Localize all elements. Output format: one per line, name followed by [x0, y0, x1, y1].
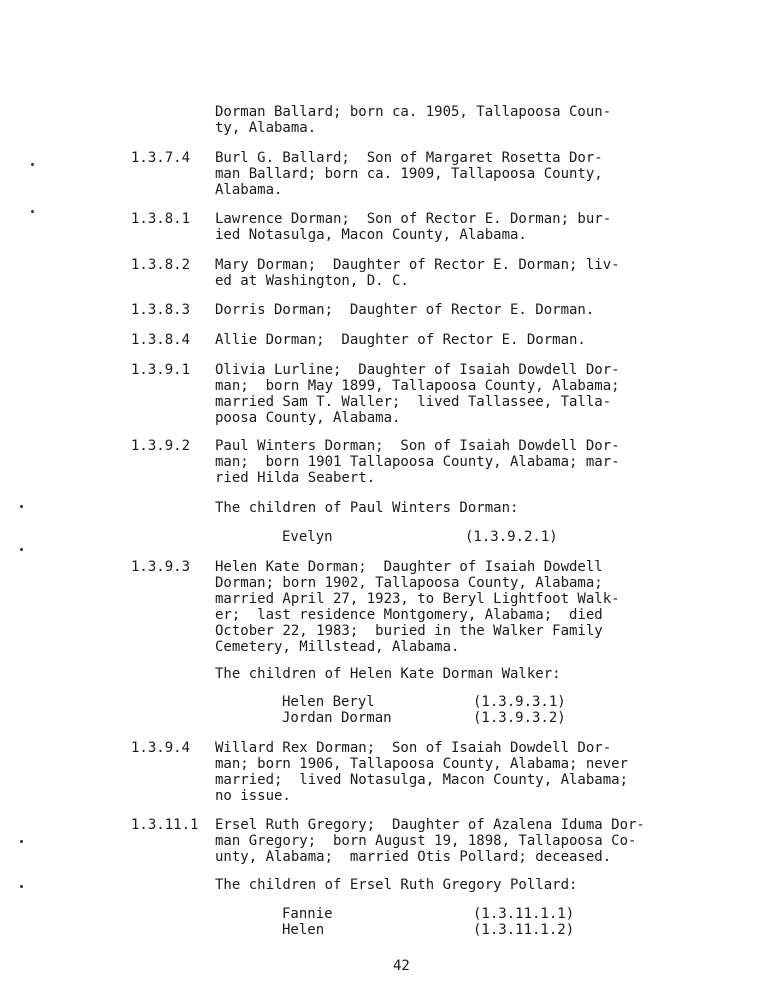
child-ref: (1.3.9.3.1): [473, 694, 566, 710]
child-name: Evelyn: [282, 529, 333, 545]
child-ref: (1.3.11.1.1): [473, 906, 575, 922]
entry-line: Willard Rex Dorman; Son of Isaiah Dowdell Dor-: [215, 740, 612, 756]
scan-speck: [31, 210, 34, 213]
entry-line: man Gregory; born August 19, 1898, Tallapoosa Co-: [215, 833, 637, 849]
entry-number: 1.3.11.1: [131, 817, 199, 833]
entry-line: man; born May 1899, Tallapoosa County, Alabama;: [215, 378, 620, 394]
entry-number: 1.3.9.4: [131, 740, 191, 756]
entry-line: man; born 1906, Tallapoosa County, Alabama; never: [215, 756, 629, 772]
entry-line: ed at Washington, D. C.: [215, 273, 409, 289]
entry-number: 1.3.8.2: [131, 257, 191, 273]
entry-number: 1.3.9.2: [131, 438, 191, 454]
scan-speck: [20, 505, 23, 508]
entry-line: no issue.: [215, 788, 291, 804]
intro-line: ty, Alabama.: [215, 120, 317, 136]
page-number: 42: [393, 958, 410, 974]
entry-line: ied Notasulga, Macon County, Alabama.: [215, 227, 527, 243]
entry-line: Allie Dorman; Daughter of Rector E. Dorman.: [215, 332, 586, 348]
entry-line: Dorris Dorman; Daughter of Rector E. Dorman.: [215, 302, 595, 318]
entry-line: Mary Dorman; Daughter of Rector E. Dorman; liv-: [215, 257, 620, 273]
entry-line: Ersel Ruth Gregory; Daughter of Azalena Iduma Dor-: [215, 817, 645, 833]
entry-line: Helen Kate Dorman; Daughter of Isaiah Dowdell: [215, 559, 603, 575]
entry-number: 1.3.9.3: [131, 559, 191, 575]
scan-speck: [20, 840, 23, 843]
entry-line: Alabama.: [215, 182, 283, 198]
child-name: Jordan Dorman: [282, 710, 392, 726]
children-heading: The children of Paul Winters Dorman:: [215, 500, 519, 516]
scan-speck: [20, 885, 23, 888]
entry-line: married April 27, 1923, to Beryl Lightfoot Walk-: [215, 591, 620, 607]
entry-line: Lawrence Dorman; Son of Rector E. Dorman; bur-: [215, 211, 612, 227]
entry-line: Burl G. Ballard; Son of Margaret Rosetta Dor-: [215, 150, 603, 166]
entry-line: ried Hilda Seabert.: [215, 470, 376, 486]
entry-line: Dorman; born 1902, Tallapoosa County, Alabama;: [215, 575, 603, 591]
intro-line: Dorman Ballard; born ca. 1905, Tallapoosa Coun-: [215, 104, 612, 120]
entry-number: 1.3.8.3: [131, 302, 191, 318]
entry-line: er; last residence Montgomery, Alabama; died: [215, 607, 603, 623]
entry-number: 1.3.9.1: [131, 362, 191, 378]
scan-speck: [20, 548, 23, 551]
entry-line: Olivia Lurline; Daughter of Isaiah Dowdell Dor-: [215, 362, 620, 378]
entry-line: poosa County, Alabama.: [215, 410, 401, 426]
entry-number: 1.3.8.4: [131, 332, 191, 348]
child-name: Helen: [282, 922, 325, 938]
entry-line: man; born 1901 Tallapoosa County, Alabama; mar-: [215, 454, 620, 470]
entry-number: 1.3.7.4: [131, 150, 191, 166]
entry-line: Paul Winters Dorman; Son of Isaiah Dowdell Dor-: [215, 438, 620, 454]
entry-line: unty, Alabama; married Otis Pollard; deceased.: [215, 849, 612, 865]
child-name: Fannie: [282, 906, 333, 922]
entry-line: October 22, 1983; buried in the Walker Family: [215, 623, 603, 639]
entry-line: married; lived Notasulga, Macon County, Alabama;: [215, 772, 629, 788]
children-heading: The children of Helen Kate Dorman Walker:: [215, 666, 561, 682]
child-ref: (1.3.11.1.2): [473, 922, 575, 938]
child-ref: (1.3.9.2.1): [465, 529, 558, 545]
scan-speck: [31, 163, 34, 166]
child-ref: (1.3.9.3.2): [473, 710, 566, 726]
child-name: Helen Beryl: [282, 694, 375, 710]
entry-line: Cemetery, Millstead, Alabama.: [215, 639, 460, 655]
entry-line: man Ballard; born ca. 1909, Tallapoosa County,: [215, 166, 603, 182]
children-heading: The children of Ersel Ruth Gregory Pollard:: [215, 877, 578, 893]
entry-line: married Sam T. Waller; lived Tallassee, Talla-: [215, 394, 612, 410]
entry-number: 1.3.8.1: [131, 211, 191, 227]
